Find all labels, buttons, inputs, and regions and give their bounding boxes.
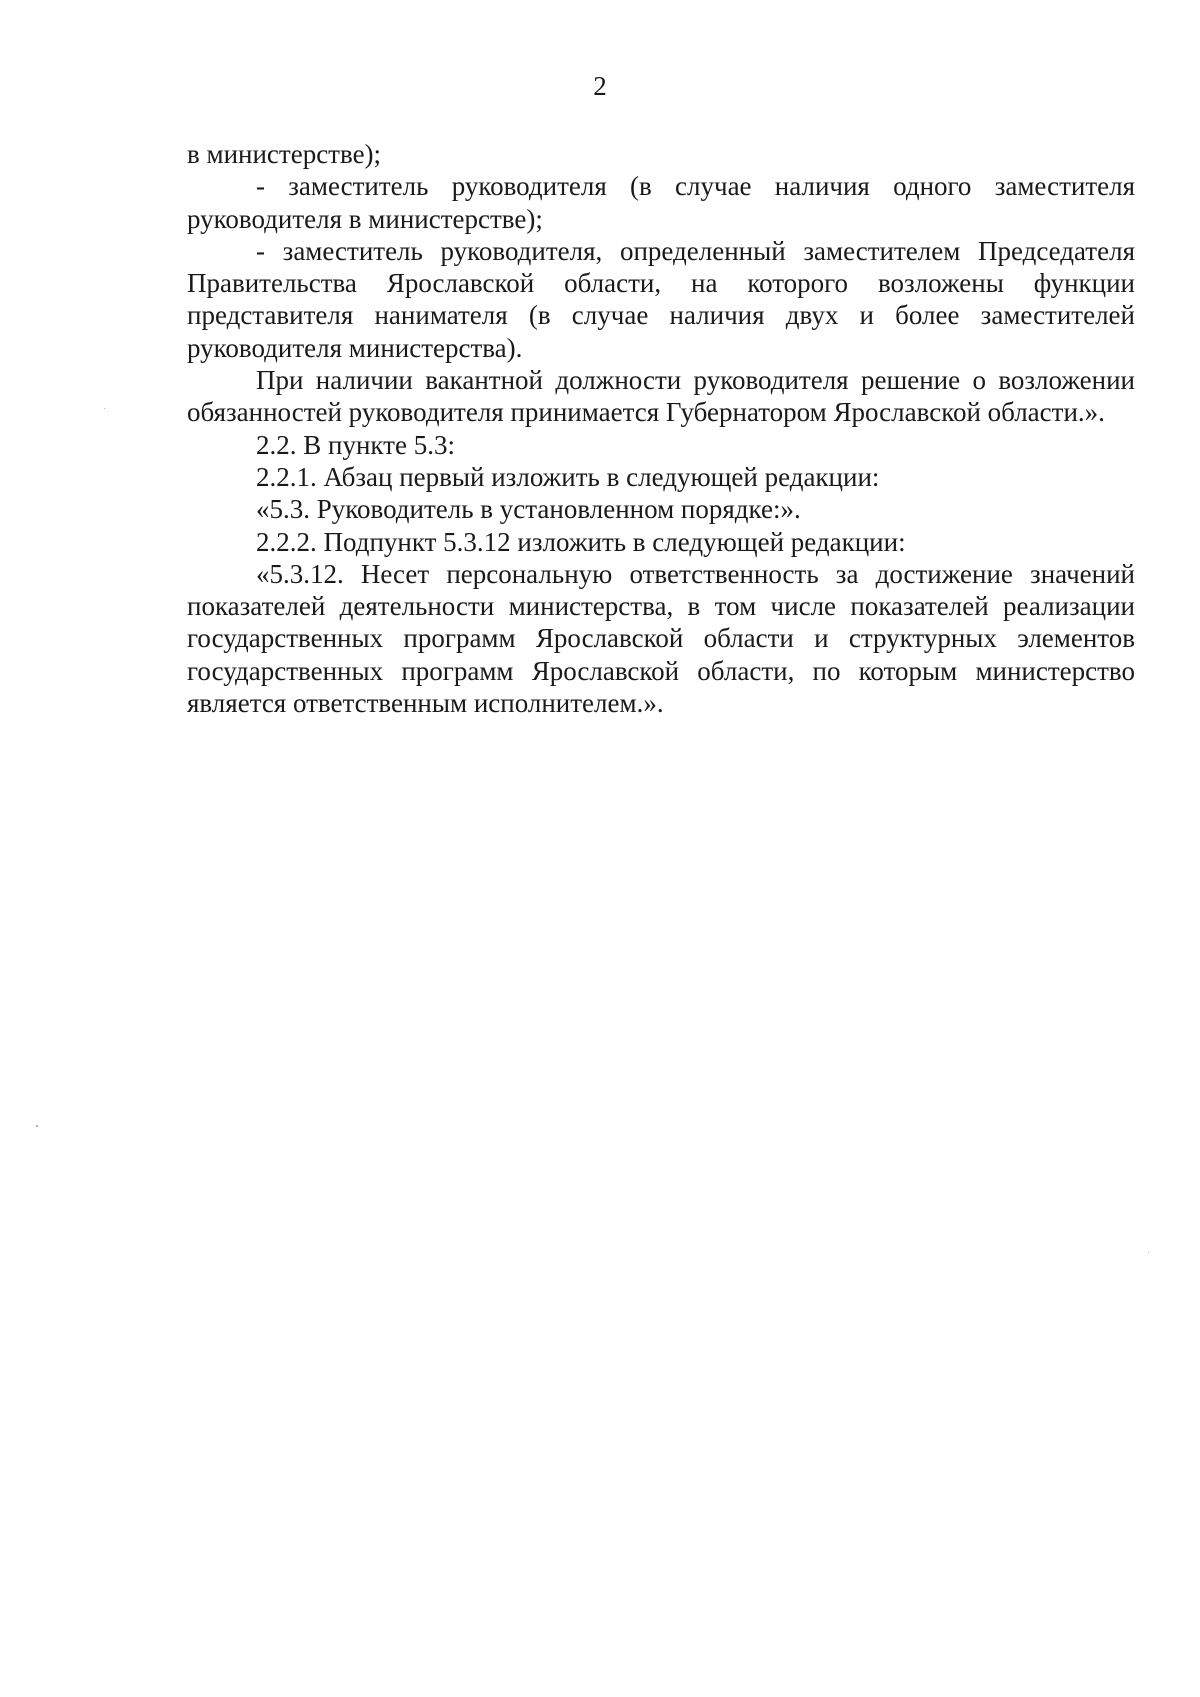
paragraph-quote-5-3: «5.3. Руководитель в установленном порядке:».: [256, 494, 801, 525]
paragraph-quote-5-3-12: «5.3.12. Несет персональную ответственность за достижение значений показателей деятельности министерства, в том числе показателей реализации государственных программ Ярославской области и структурных элементов государственных программ Ярославской области, по которым министерство является ответственным исполнителем.».: [187, 558, 1135, 719]
paragraph-item-2-2-2: 2.2.2. Подпункт 5.3.12 изложить в следующей редакции:: [256, 526, 906, 557]
paragraph-deputy-determined: - заместитель руководителя, определенный заместителем Председателя Правительства Ярославской области, на которого возложены функции представителя нанимателя (в случае наличия двух и более заместителей руководителя министерства).: [187, 235, 1135, 363]
document-body: [187, 138, 1135, 719]
scan-speck: [104, 408, 105, 409]
paragraph-deputy-single: - заместитель руководителя (в случае наличия одного заместителя руководителя в министерстве);: [187, 171, 1135, 234]
paragraph-vacancy: При наличии вакантной должности руководителя решение о возложении обязанностей руководителя принимается Губернатором Ярославской области.».: [187, 365, 1135, 428]
scan-speck: [1148, 1252, 1149, 1253]
scan-speck: [36, 1125, 38, 1127]
paragraph-item-2-2: 2.2. В пункте 5.3:: [256, 429, 455, 460]
paragraph-item-2-2-1: 2.2.1. Абзац первый изложить в следующей редакции:: [256, 461, 880, 492]
paragraph-continuation: в министерстве);: [187, 139, 382, 169]
page-number: 2: [593, 71, 607, 101]
